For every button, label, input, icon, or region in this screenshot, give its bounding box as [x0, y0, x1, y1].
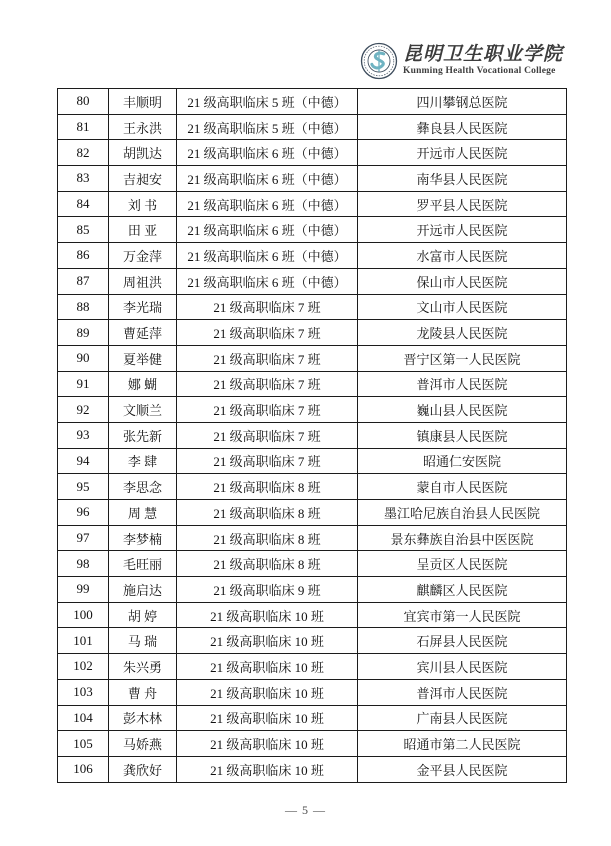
student-name: 娜 蝴	[109, 371, 177, 397]
student-name: 彭木林	[109, 705, 177, 731]
class-name: 21 级高职临床 6 班（中德）	[177, 268, 358, 294]
student-name: 万金萍	[109, 243, 177, 269]
table-row	[58, 243, 567, 269]
student-name: 刘 书	[109, 191, 177, 217]
row-number: 94	[58, 448, 109, 474]
table-row	[58, 217, 567, 243]
table-row	[58, 577, 567, 603]
hospital-name: 呈贡区人民医院	[358, 551, 567, 577]
row-number: 88	[58, 294, 109, 320]
hospital-name: 保山市人民医院	[358, 268, 567, 294]
table-row	[58, 628, 567, 654]
hospital-name: 昭通市第二人民医院	[358, 731, 567, 757]
table-row	[58, 166, 567, 192]
class-name: 21 级高职临床 8 班	[177, 525, 358, 551]
row-number: 87	[58, 268, 109, 294]
student-name: 胡 婷	[109, 602, 177, 628]
student-name: 周祖洪	[109, 268, 177, 294]
row-number: 91	[58, 371, 109, 397]
class-name: 21 级高职临床 7 班	[177, 371, 358, 397]
table-row	[58, 679, 567, 705]
student-name: 张先新	[109, 422, 177, 448]
table-row	[58, 89, 567, 115]
student-name: 吉昶安	[109, 166, 177, 192]
table-row	[58, 268, 567, 294]
class-name: 21 级高职临床 5 班（中德）	[177, 114, 358, 140]
row-number: 86	[58, 243, 109, 269]
hospital-name: 广南县人民医院	[358, 705, 567, 731]
hospital-name: 普洱市人民医院	[358, 679, 567, 705]
class-name: 21 级高职临床 8 班	[177, 551, 358, 577]
row-number: 95	[58, 474, 109, 500]
hospital-name: 水富市人民医院	[358, 243, 567, 269]
class-name: 21 级高职临床 9 班	[177, 577, 358, 603]
college-name-en: Kunming Health Vocational College	[403, 65, 556, 76]
class-name: 21 级高职临床 7 班	[177, 320, 358, 346]
hospital-name: 宾川县人民医院	[358, 654, 567, 680]
class-name: 21 级高职临床 7 班	[177, 422, 358, 448]
assignment-table	[57, 88, 567, 783]
student-name: 马娇燕	[109, 731, 177, 757]
class-name: 21 级高职临床 6 班（中德）	[177, 217, 358, 243]
student-name: 李梦楠	[109, 525, 177, 551]
student-name: 夏举健	[109, 345, 177, 371]
table-row	[58, 551, 567, 577]
hospital-name: 宜宾市第一人民医院	[358, 602, 567, 628]
table-row	[58, 191, 567, 217]
table-row	[58, 422, 567, 448]
table-row	[58, 371, 567, 397]
row-number: 92	[58, 397, 109, 423]
student-name: 曹延萍	[109, 320, 177, 346]
student-name: 周 慧	[109, 500, 177, 526]
table-row	[58, 525, 567, 551]
row-number: 81	[58, 114, 109, 140]
table-row	[58, 294, 567, 320]
table-row	[58, 114, 567, 140]
row-number: 106	[58, 756, 109, 782]
class-name: 21 级高职临床 6 班（中德）	[177, 166, 358, 192]
table-body	[58, 89, 567, 783]
class-name: 21 级高职临床 10 班	[177, 602, 358, 628]
hospital-name: 文山市人民医院	[358, 294, 567, 320]
hospital-name: 蒙自市人民医院	[358, 474, 567, 500]
class-name: 21 级高职临床 6 班（中德）	[177, 191, 358, 217]
hospital-name: 南华县人民医院	[358, 166, 567, 192]
hospital-name: 普洱市人民医院	[358, 371, 567, 397]
table-row	[58, 397, 567, 423]
table-row	[58, 705, 567, 731]
student-name: 文顺兰	[109, 397, 177, 423]
row-number: 104	[58, 705, 109, 731]
student-name: 施启达	[109, 577, 177, 603]
class-name: 21 级高职临床 8 班	[177, 500, 358, 526]
hospital-name: 开远市人民医院	[358, 217, 567, 243]
class-name: 21 级高职临床 10 班	[177, 654, 358, 680]
student-name: 李思念	[109, 474, 177, 500]
row-number: 103	[58, 679, 109, 705]
class-name: 21 级高职临床 7 班	[177, 345, 358, 371]
hospital-name: 龙陵县人民医院	[358, 320, 567, 346]
hospital-name: 罗平县人民医院	[358, 191, 567, 217]
college-logo	[360, 42, 563, 80]
table-row	[58, 474, 567, 500]
table-row	[58, 602, 567, 628]
table-row	[58, 320, 567, 346]
table-row	[58, 140, 567, 166]
hospital-name: 彝良县人民医院	[358, 114, 567, 140]
student-name: 丰顺明	[109, 89, 177, 115]
student-name: 龚欣好	[109, 756, 177, 782]
student-name: 李光瑞	[109, 294, 177, 320]
table-row	[58, 500, 567, 526]
hospital-name: 昭通仁安医院	[358, 448, 567, 474]
class-name: 21 级高职临床 8 班	[177, 474, 358, 500]
hospital-name: 金平县人民医院	[358, 756, 567, 782]
row-number: 93	[58, 422, 109, 448]
student-name: 曹 舟	[109, 679, 177, 705]
college-seal-icon	[360, 42, 398, 80]
student-name: 马 瑞	[109, 628, 177, 654]
college-name-cn: 昆明卫生职业学院	[403, 44, 564, 66]
hospital-name: 景东彝族自治县中医医院	[358, 525, 567, 551]
row-number: 102	[58, 654, 109, 680]
row-number: 82	[58, 140, 109, 166]
row-number: 89	[58, 320, 109, 346]
row-number: 90	[58, 345, 109, 371]
table-row	[58, 345, 567, 371]
class-name: 21 级高职临床 10 班	[177, 756, 358, 782]
row-number: 80	[58, 89, 109, 115]
hospital-name: 镇康县人民医院	[358, 422, 567, 448]
hospital-name: 麒麟区人民医院	[358, 577, 567, 603]
table-row	[58, 654, 567, 680]
student-name: 朱兴勇	[109, 654, 177, 680]
class-name: 21 级高职临床 6 班（中德）	[177, 243, 358, 269]
hospital-name: 开远市人民医院	[358, 140, 567, 166]
class-name: 21 级高职临床 10 班	[177, 731, 358, 757]
row-number: 84	[58, 191, 109, 217]
class-name: 21 级高职临床 10 班	[177, 628, 358, 654]
row-number: 97	[58, 525, 109, 551]
row-number: 96	[58, 500, 109, 526]
class-name: 21 级高职临床 10 班	[177, 679, 358, 705]
student-name: 胡凯达	[109, 140, 177, 166]
row-number: 83	[58, 166, 109, 192]
row-number: 101	[58, 628, 109, 654]
student-name: 李 肆	[109, 448, 177, 474]
row-number: 98	[58, 551, 109, 577]
class-name: 21 级高职临床 7 班	[177, 294, 358, 320]
college-name-block	[403, 45, 563, 77]
row-number: 85	[58, 217, 109, 243]
hospital-name: 晋宁区第一人民医院	[358, 345, 567, 371]
student-name: 毛旺丽	[109, 551, 177, 577]
class-name: 21 级高职临床 10 班	[177, 705, 358, 731]
hospital-name: 石屏县人民医院	[358, 628, 567, 654]
row-number: 99	[58, 577, 109, 603]
student-name: 王永洪	[109, 114, 177, 140]
hospital-name: 墨江哈尼族自治县人民医院	[358, 500, 567, 526]
class-name: 21 级高职临床 7 班	[177, 397, 358, 423]
class-name: 21 级高职临床 6 班（中德）	[177, 140, 358, 166]
row-number: 100	[58, 602, 109, 628]
student-name: 田 亚	[109, 217, 177, 243]
table-row	[58, 448, 567, 474]
hospital-name: 巍山县人民医院	[358, 397, 567, 423]
table-row	[58, 756, 567, 782]
table-row	[58, 731, 567, 757]
hospital-name: 四川攀钢总医院	[358, 89, 567, 115]
page-number: — 5 —	[285, 803, 326, 817]
class-name: 21 级高职临床 5 班（中德）	[177, 89, 358, 115]
class-name: 21 级高职临床 7 班	[177, 448, 358, 474]
row-number: 105	[58, 731, 109, 757]
